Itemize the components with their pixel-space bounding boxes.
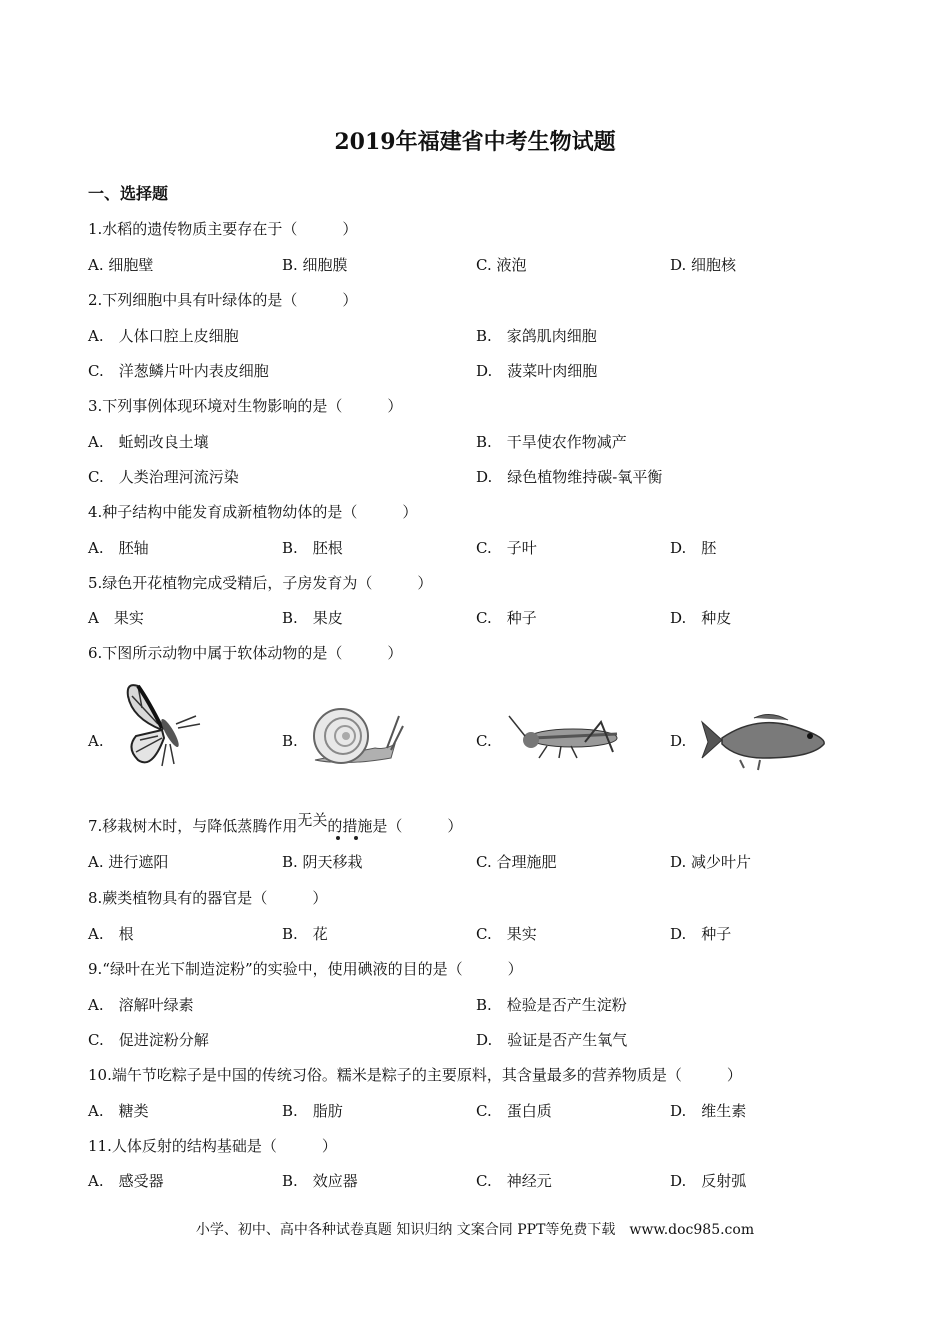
question-7-stem-emphasis: 无关 — [297, 811, 328, 829]
question-8-option-d: D. 种子 — [670, 925, 732, 943]
question-7-option-b: B. 阴天移栽 — [282, 853, 363, 871]
question-4-stem: 4.种子结构中能发育成新植物幼体的是（ ） — [88, 503, 418, 521]
question-5-option-c: C. 种子 — [476, 609, 537, 627]
question-10-option-d: D. 维生素 — [670, 1102, 747, 1120]
question-7-stem — [88, 811, 463, 836]
question-8-option-a: A. 根 — [88, 925, 134, 943]
question-6-stem: 6.下图所示动物中属于软体动物的是（ ） — [88, 644, 403, 662]
question-1-stem: 1.水稻的遗传物质主要存在于（ ） — [88, 220, 358, 238]
page-footer: 小学、初中、高中各种试卷真题 知识归纳 文案合同 PPT等免费下载 www.doc985.com — [195, 1222, 755, 1238]
fish-image — [700, 708, 830, 778]
question-4-option-b: B. 胚根 — [282, 539, 343, 557]
question-2-stem: 2.下列细胞中具有叶绿体的是（ ） — [88, 291, 358, 309]
question-7-stem-prefix: 7.移栽树木时，与降低蒸腾作用 — [88, 817, 298, 835]
question-9-option-c: C. 促进淀粉分解 — [88, 1031, 209, 1049]
question-7-option-d: D. 减少叶片 — [670, 853, 752, 871]
grasshopper-image — [505, 712, 625, 762]
question-6-option-d: D. — [670, 732, 687, 750]
question-5-stem: 5.绿色开花植物完成受精后，子房发育为（ ） — [88, 574, 433, 592]
question-3-stem: 3.下列事例体现环境对生物影响的是（ ） — [88, 397, 403, 415]
question-4-option-a: A. 胚轴 — [88, 539, 149, 557]
question-7-option-a: A. 进行遮阳 — [88, 853, 169, 871]
question-3-option-a: A. 蚯蚓改良土壤 — [88, 433, 209, 451]
question-8-option-c: C. 果实 — [476, 925, 537, 943]
question-7-stem-suffix: 的措施是（ ） — [327, 817, 463, 835]
emphasis-dot — [336, 836, 340, 840]
question-5-option-d: D. 种皮 — [670, 609, 732, 627]
section-heading: 一、选择题 — [88, 184, 169, 203]
question-5-option-a: A 果实 — [88, 609, 144, 627]
question-10-option-c: C. 蛋白质 — [476, 1102, 552, 1120]
page-title: 2019年福建省中考生物试题 — [334, 129, 616, 155]
question-2-option-c: C. 洋葱鳞片叶内表皮细胞 — [88, 362, 269, 380]
question-10-stem: 10.端午节吃粽子是中国的传统习俗。糯米是粽子的主要原料，其含量最多的营养物质是（ ） — [88, 1066, 742, 1084]
question-6-option-a: A. — [88, 732, 104, 750]
question-3-option-b: B. 干旱使农作物减产 — [476, 433, 627, 451]
emphasis-dot — [354, 836, 358, 840]
question-8-option-b: B. 花 — [282, 925, 328, 943]
butterfly-image — [118, 678, 218, 773]
question-2-option-b: B. 家鸽肌肉细胞 — [476, 327, 597, 345]
question-1-option-b: B. 细胞膜 — [282, 256, 348, 274]
snail-image — [305, 700, 405, 770]
question-11-option-d: D. 反射弧 — [670, 1172, 747, 1190]
question-1-option-a: A. 细胞壁 — [88, 256, 154, 274]
question-9-stem: 9.“绿叶在光下制造淀粉”的实验中，使用碘液的目的是（ ） — [88, 960, 523, 978]
question-10-option-b: B. 脂肪 — [282, 1102, 343, 1120]
question-3-option-d: D. 绿色植物维持碳-氧平衡 — [476, 468, 663, 486]
question-9-option-a: A. 溶解叶绿素 — [88, 996, 194, 1014]
question-8-stem: 8.蕨类植物具有的器官是（ ） — [88, 889, 328, 907]
question-9-option-b: B. 检验是否产生淀粉 — [476, 996, 627, 1014]
question-10-option-a: A. 糖类 — [88, 1102, 149, 1120]
question-7-option-c: C. 合理施肥 — [476, 853, 557, 871]
question-11-option-c: C. 神经元 — [476, 1172, 552, 1190]
question-11-stem: 11.人体反射的结构基础是（ ） — [88, 1137, 337, 1155]
question-11-option-a: A. 感受器 — [88, 1172, 164, 1190]
question-6-option-b: B. — [282, 732, 298, 750]
question-2-option-a: A. 人体口腔上皮细胞 — [88, 327, 239, 345]
question-1-option-d: D. 细胞核 — [670, 256, 737, 274]
question-9-option-d: D. 验证是否产生氧气 — [476, 1031, 628, 1049]
question-3-option-c: C. 人类治理河流污染 — [88, 468, 239, 486]
question-4-option-d: D. 胚 — [670, 539, 717, 557]
question-1-option-c: C. 液泡 — [476, 256, 527, 274]
question-11-option-b: B. 效应器 — [282, 1172, 358, 1190]
question-5-option-b: B. 果皮 — [282, 609, 343, 627]
question-6-option-c: C. — [476, 732, 492, 750]
question-2-option-d: D. 菠菜叶肉细胞 — [476, 362, 598, 380]
question-4-option-c: C. 子叶 — [476, 539, 537, 557]
